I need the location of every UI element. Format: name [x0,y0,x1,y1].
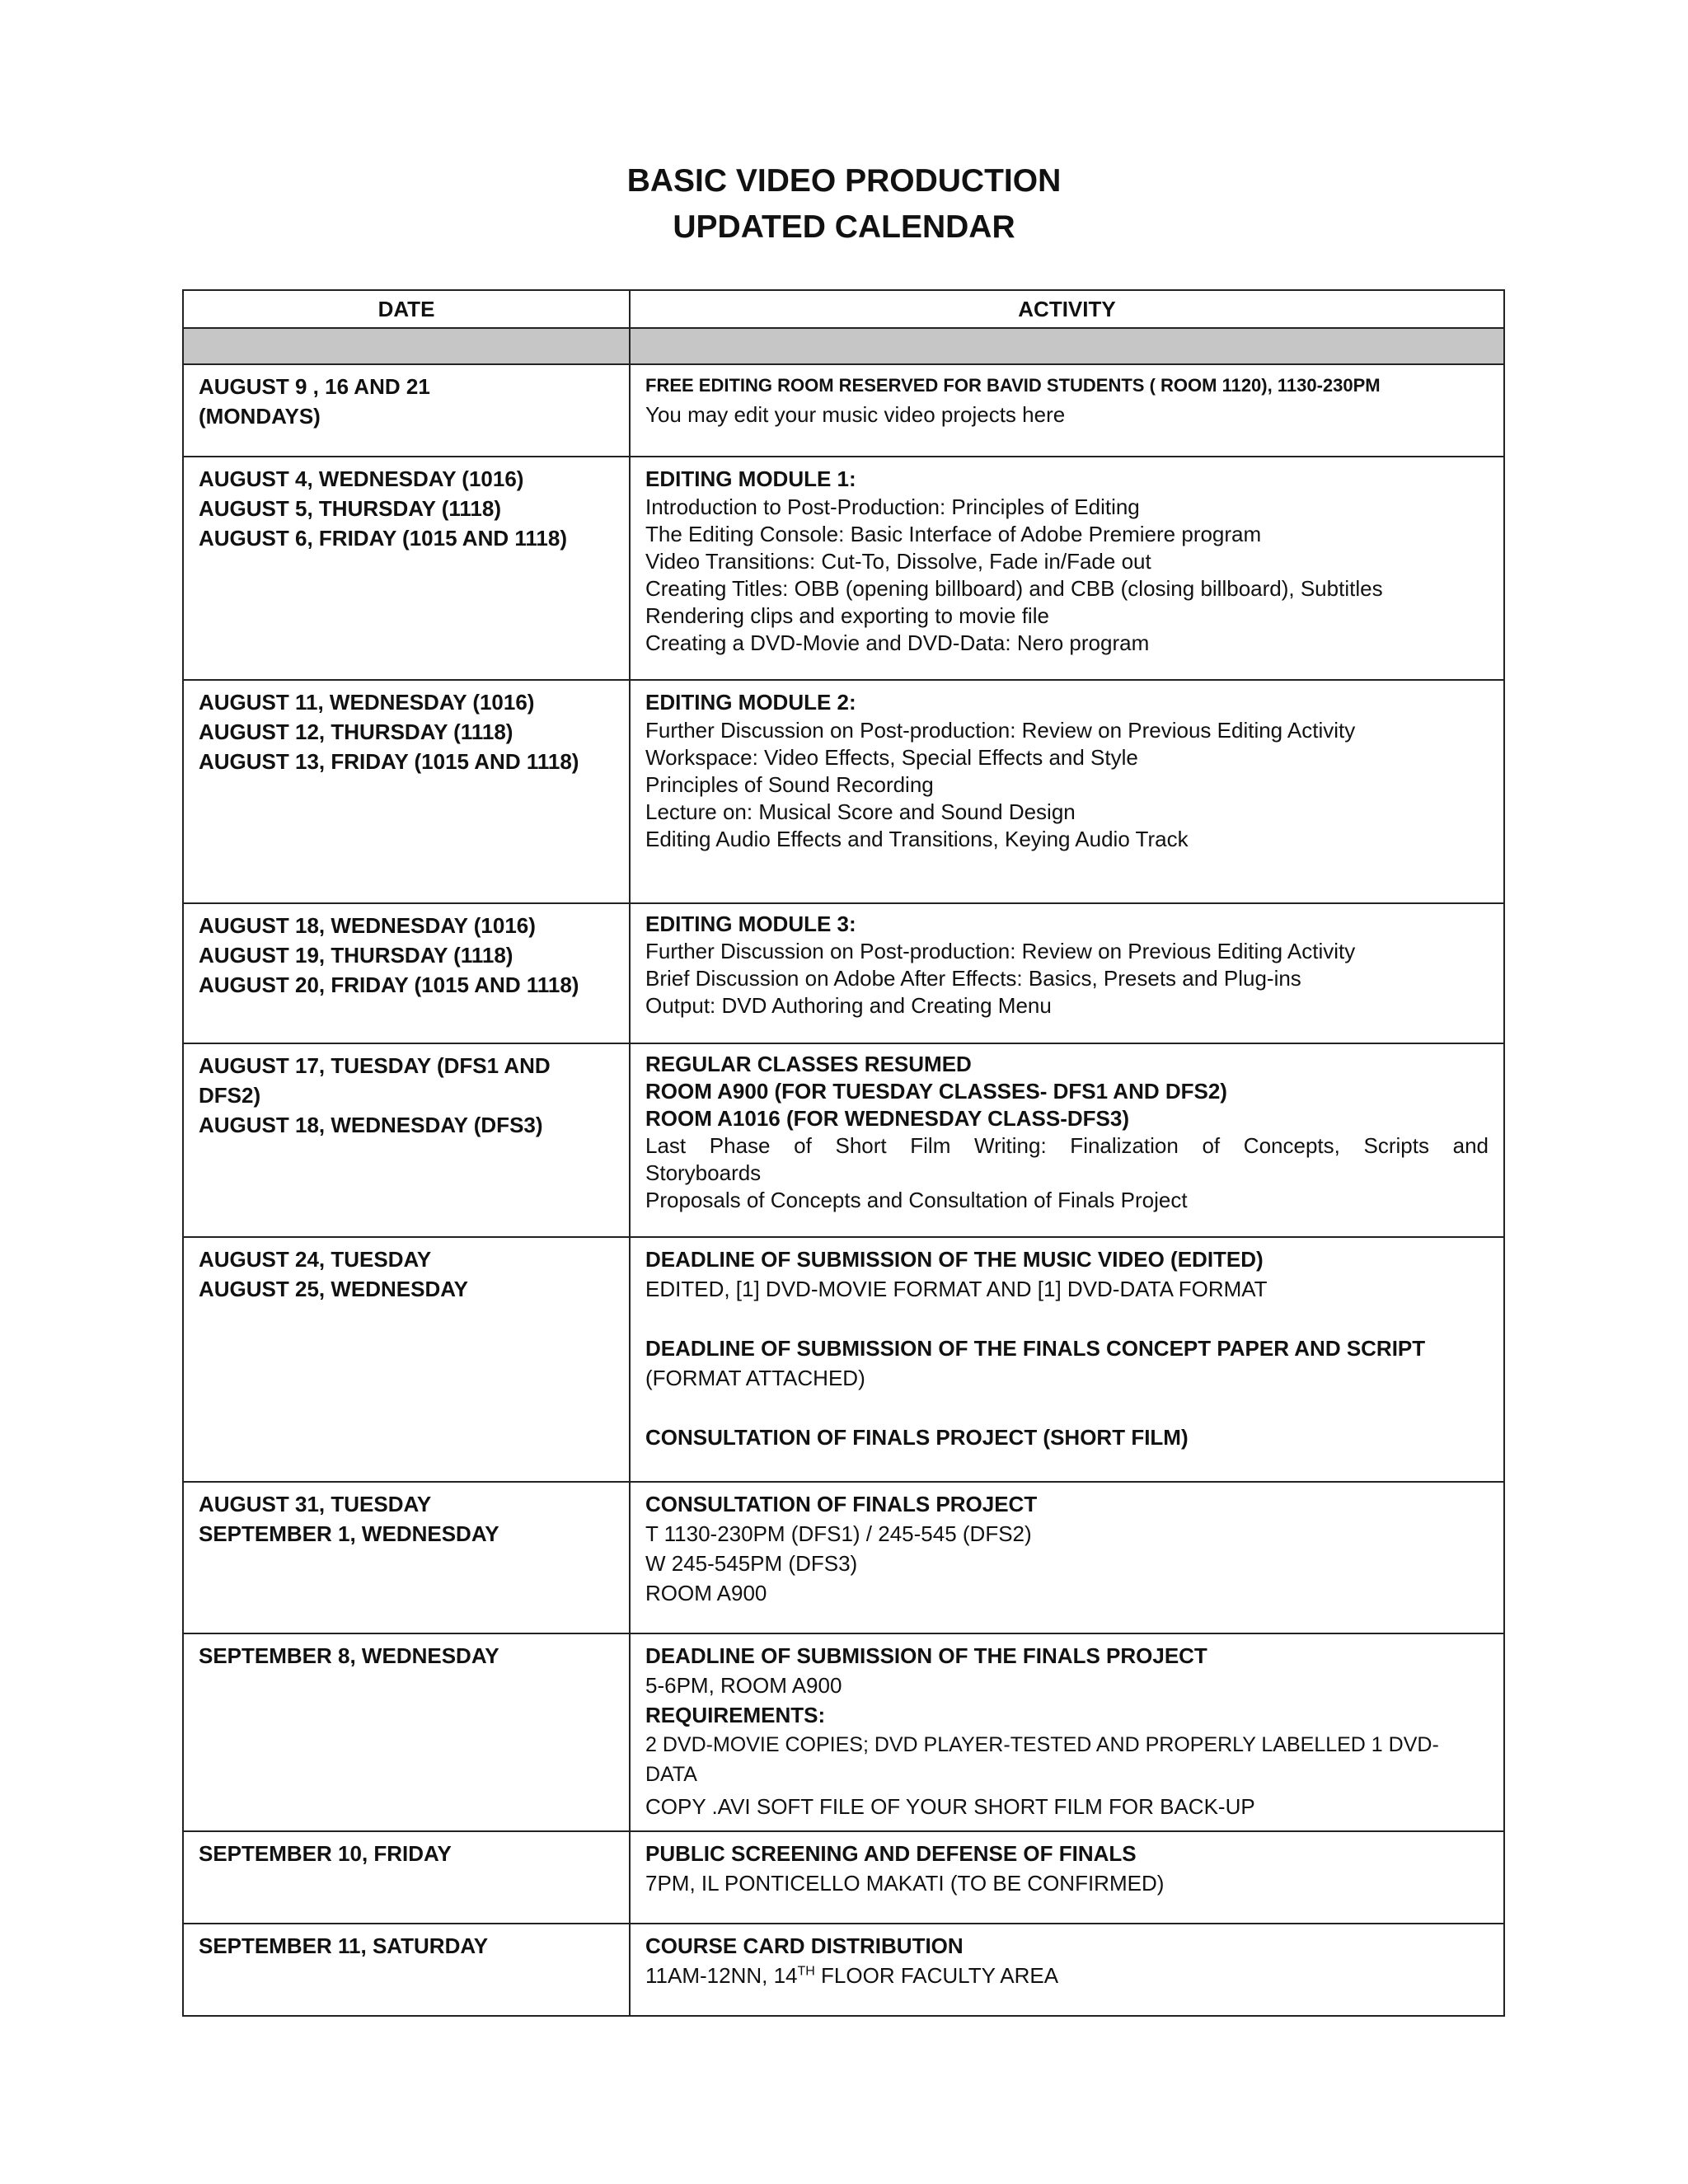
date-line: AUGUST 6, FRIDAY (1015 AND 1118) [199,526,567,551]
date-line: AUGUST 17, TUESDAY (DFS1 AND DFS2) [199,1053,551,1108]
activity-line: Editing Audio Effects and Transitions, Keying Audio Track [645,827,1189,851]
date-line: AUGUST 25, WEDNESDAY [199,1277,468,1301]
activity-cell [630,1831,1504,1924]
activity-line: Workspace: Video Effects, Special Effects and Style [645,745,1138,770]
activity-line: Rendering clips and exporting to movie file [645,603,1049,628]
date-line: AUGUST 18, WEDNESDAY (DFS3) [199,1113,543,1137]
date-line: SEPTEMBER 8, WEDNESDAY [199,1643,499,1668]
grey-spacer-row [183,328,1504,364]
date-line: AUGUST 20, FRIDAY (1015 AND 1118) [199,972,579,997]
activity-line: (FORMAT ATTACHED) [645,1366,865,1390]
activity-line: EDITED, [1] DVD-MOVIE FORMAT AND [1] DVD-DATA FORMAT [645,1277,1268,1301]
header-activity: ACTIVITY [630,290,1504,328]
date-line: AUGUST 31, TUESDAY [199,1492,432,1516]
table-row [183,1924,1504,2016]
grey-cell-activity [630,328,1504,364]
activity-cell [630,364,1504,457]
activity-line: 2 DVD-MOVIE COPIES; DVD PLAYER-TESTED AND PROPERLY LABELLED 1 DVD-DATA [645,1733,1439,1786]
activity-cell [630,1482,1504,1633]
activity-line: Further Discussion on Post-production: Review on Previous Editing Activity [645,718,1356,743]
activity-cell [630,457,1504,680]
line-prefix: 11AM-12NN, 14 [645,1963,798,1988]
table-row [183,1633,1504,1831]
activity-cell [630,680,1504,903]
date-line: AUGUST 18, WEDNESDAY (1016) [199,913,536,938]
activity-line: 7PM, IL PONTICELLO MAKATI (TO BE CONFIRMED) [645,1871,1165,1896]
header-date: DATE [183,290,630,328]
date-line: AUGUST 12, THURSDAY (1118) [199,719,513,744]
activity-line: 5-6PM, ROOM A900 [645,1673,842,1698]
title-line-2: UPDATED CALENDAR [673,209,1015,245]
activity-cell [630,1043,1504,1237]
date-line: SEPTEMBER 1, WEDNESDAY [199,1521,499,1546]
activity-heading: REGULAR CLASSES RESUMED [645,1052,972,1076]
activity-line: The Editing Console: Basic Interface of Adobe Premiere program [645,522,1262,546]
superscript: TH [797,1964,815,1979]
activity-heading: DEADLINE OF SUBMISSION OF THE FINALS CONCEPT PAPER AND SCRIPT [645,1336,1426,1361]
activity-line: COPY .AVI SOFT FILE OF YOUR SHORT FILM FOR BACK-UP [645,1794,1255,1819]
calendar-table [182,289,1505,2017]
activity-line: You may edit your music video projects here [645,402,1066,427]
table-row [183,1482,1504,1633]
activity-heading: CONSULTATION OF FINALS PROJECT (SHORT FILM) [645,1425,1189,1450]
date-cell [183,1633,630,1831]
date-cell [183,1924,630,2016]
activity-line: Introduction to Post-Production: Principles of Editing [645,494,1140,519]
activity-heading: CONSULTATION OF FINALS PROJECT [645,1492,1038,1516]
activity-heading: FREE EDITING ROOM RESERVED FOR BAVID STUDENTS ( ROOM 1120), 1130-230PM [645,375,1381,396]
activity-line: Output: DVD Authoring and Creating Menu [645,993,1052,1018]
activity-line: T 1130-230PM (DFS1) / 245-545 (DFS2) [645,1521,1032,1546]
date-line: AUGUST 19, THURSDAY (1118) [199,943,513,968]
activity-line [645,1961,1489,1990]
activity-heading: ROOM A1016 (FOR WEDNESDAY CLASS-DFS3) [645,1106,1130,1131]
line-suffix: FLOOR FACULTY AREA [814,1963,1059,1988]
date-cell [183,1831,630,1924]
date-cell [183,364,630,457]
activity-line: Storyboards [645,1160,762,1185]
activity-heading: REQUIREMENTS: [645,1703,826,1727]
activity-heading: DEADLINE OF SUBMISSION OF THE FINALS PROJECT [645,1643,1207,1668]
grey-cell-date [183,328,630,364]
date-cell [183,680,630,903]
activity-cell [630,903,1504,1043]
table-row [183,903,1504,1043]
activity-line: W 245-545PM (DFS3) [645,1551,858,1576]
activity-heading: ROOM A900 (FOR TUESDAY CLASSES- DFS1 AND DFS2) [645,1079,1227,1104]
table-row [183,364,1504,457]
activity-line: Last Phase of Short Film Writing: Finalization of Concepts, Scripts and [645,1133,1489,1158]
date-line: AUGUST 11, WEDNESDAY (1016) [199,690,535,715]
activity-line: Proposals of Concepts and Consultation of Finals Project [645,1188,1188,1212]
activity-line: Principles of Sound Recording [645,772,934,797]
activity-line: Creating Titles: OBB (opening billboard) and CBB (closing billboard), Subtitles [645,576,1383,601]
activity-cell [630,1237,1504,1482]
table-row [183,1043,1504,1237]
document-title [0,158,1688,251]
activity-heading: PUBLIC SCREENING AND DEFENSE OF FINALS [645,1841,1137,1866]
table-row [183,1237,1504,1482]
activity-line: ROOM A900 [645,1581,767,1605]
date-cell [183,1482,630,1633]
date-line: AUGUST 9 , 16 AND 21 [199,374,430,399]
date-line: AUGUST 13, FRIDAY (1015 AND 1118) [199,749,579,774]
table-row [183,680,1504,903]
date-line: SEPTEMBER 10, FRIDAY [199,1841,452,1866]
activity-cell [630,1633,1504,1831]
table-row [183,457,1504,680]
activity-line: Further Discussion on Post-production: Review on Previous Editing Activity [645,939,1356,963]
activity-heading: EDITING MODULE 3: [645,912,856,936]
activity-line: Lecture on: Musical Score and Sound Design [645,799,1076,824]
activity-line: Brief Discussion on Adobe After Effects: Basics, Presets and Plug-ins [645,966,1301,991]
date-line: SEPTEMBER 11, SATURDAY [199,1933,489,1958]
date-cell [183,457,630,680]
date-cell [183,1043,630,1237]
spacer [645,1304,1489,1333]
activity-line: Video Transitions: Cut-To, Dissolve, Fade in/Fade out [645,549,1151,574]
activity-heading: EDITING MODULE 1: [645,466,856,491]
date-line: AUGUST 24, TUESDAY [199,1247,432,1272]
title-line-1: BASIC VIDEO PRODUCTION [626,163,1062,199]
activity-line: Creating a DVD-Movie and DVD-Data: Nero program [645,630,1150,655]
activity-heading: COURSE CARD DISTRIBUTION [645,1933,964,1958]
spacer [645,1393,1489,1422]
date-cell [183,1237,630,1482]
table-row [183,1831,1504,1924]
activity-cell [630,1924,1504,2016]
date-line: AUGUST 5, THURSDAY (1118) [199,496,502,521]
date-line: (MONDAYS) [199,404,321,429]
date-line: AUGUST 4, WEDNESDAY (1016) [199,466,524,491]
date-cell [183,903,630,1043]
activity-heading: EDITING MODULE 2: [645,690,856,715]
activity-heading: DEADLINE OF SUBMISSION OF THE MUSIC VIDEO (EDITED) [645,1247,1264,1272]
table-header-row [183,290,1504,328]
